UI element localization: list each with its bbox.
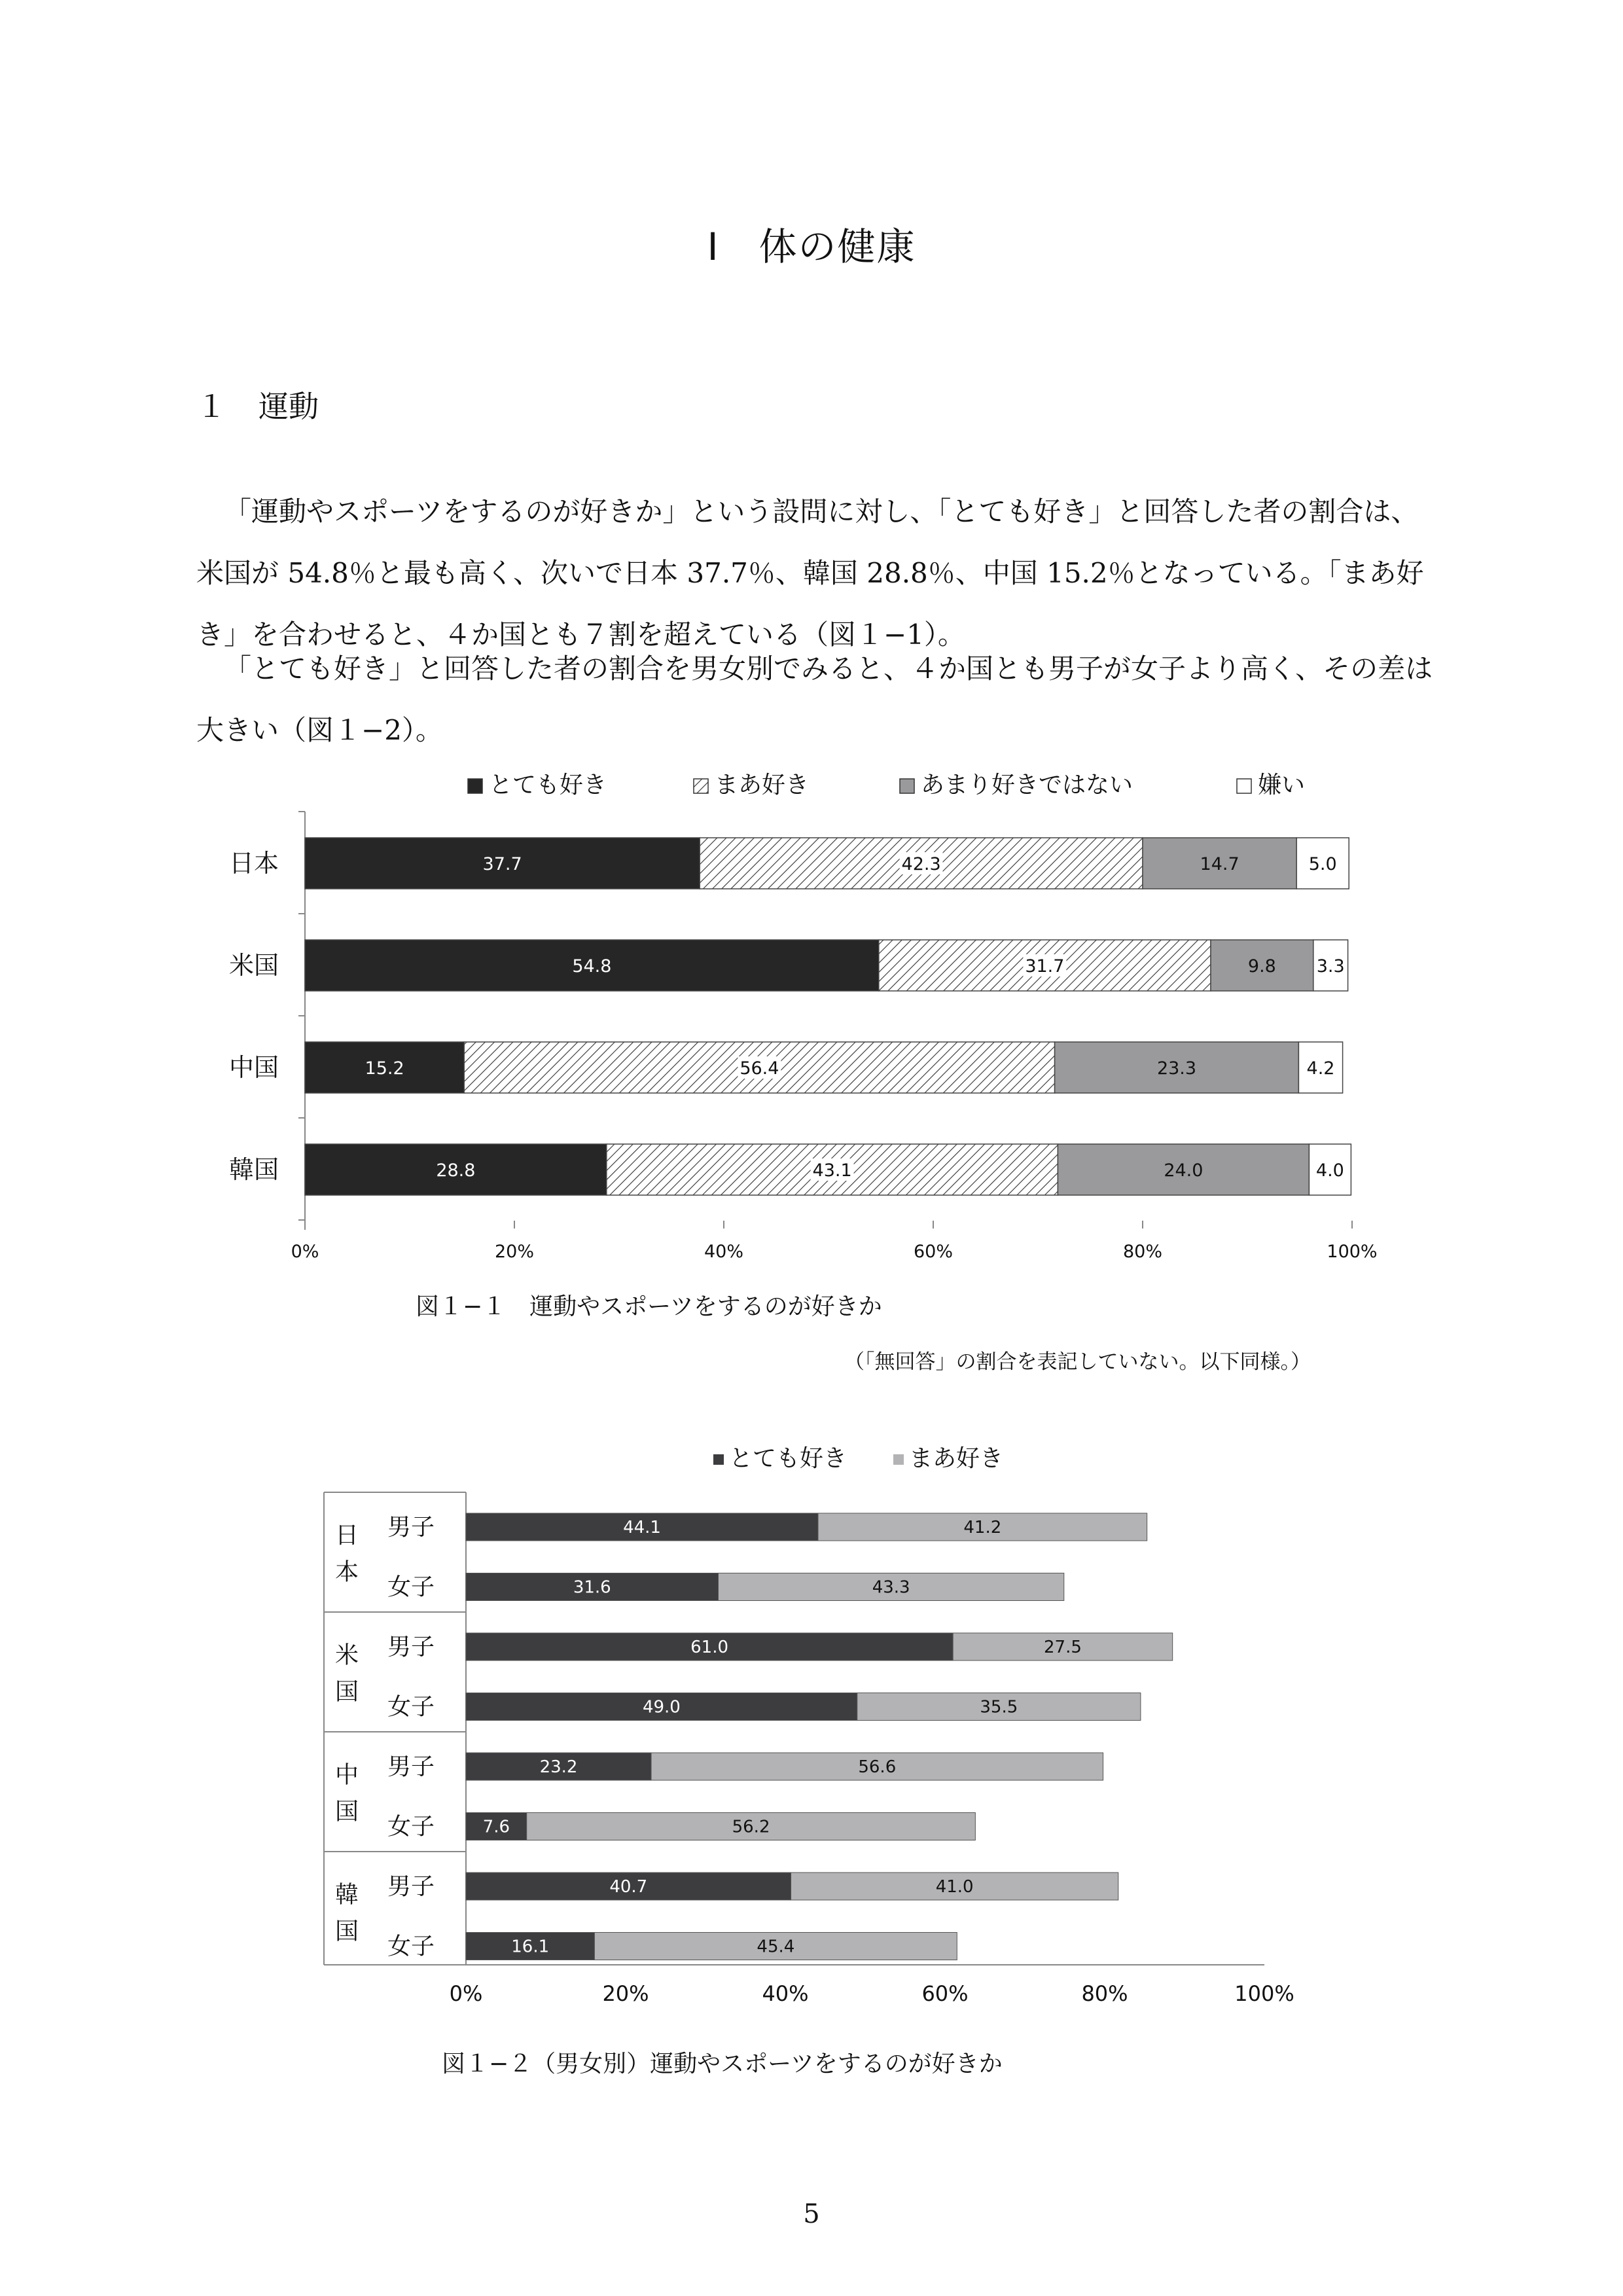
section-title: 運動 [259,389,319,424]
data-label: 43.1 [812,1160,852,1181]
data-label: 35.5 [980,1697,1018,1717]
data-label: 37.7 [482,854,522,874]
legend-swatch-1 [713,1454,724,1465]
x-tick-label: 20% [602,1981,649,2006]
figure-2-chart [314,1440,1361,2029]
data-label: 16.1 [511,1937,550,1957]
data-label: 5.0 [1308,854,1337,874]
data-label: 3.3 [1316,956,1345,977]
data-label: 54.8 [572,956,612,977]
legend-label-1: とても好き [729,1445,847,1472]
data-label: 40.7 [609,1877,648,1897]
data-label: 45.4 [757,1937,795,1957]
body-paragraph-2: 「とても好き」と回答した者の割合を男女別でみると、４か国とも男子が女子より高く、その差は大きい（図１−2）。 [196,653,1433,746]
group-label-char: 国 [334,1798,359,1825]
figure-2-caption: 図１−２（男女別）運動やスポーツをするのが好きか [442,2051,1003,2077]
group-label-char: 日 [334,1522,359,1549]
x-tick-label: 60% [921,1981,969,2006]
legend-swatch-2 [893,1454,904,1465]
group-label-char: 中 [334,1761,359,1789]
body-paragraph-1: 「運動やスポーツをするのが好きか」という設問に対し、「とても好き」と回答した者の割合は、米国が 54.8％と最も高く、次いで日本 37.7％、韓国 28.8％、中国 15.2％となっている。「まあ好き」を合わせると、４か国とも７割を超えている（図１−1）。 [196,495,1424,651]
row-label: 女子 [387,1573,435,1601]
x-tick-label: 80% [1081,1981,1128,2006]
x-tick-label: 60% [913,1242,954,1262]
legend-swatch-2 [694,779,708,793]
data-label: 15.2 [365,1058,404,1079]
group-label-char: 韓 [334,1881,359,1909]
data-label: 31.6 [573,1577,611,1598]
group-label-char: 国 [334,1918,359,1945]
data-label: 28.8 [436,1160,476,1181]
data-label: 27.5 [1044,1638,1082,1657]
data-label: 41.2 [963,1518,1002,1537]
legend-item-2 [694,772,809,798]
legend-swatch-3 [900,779,914,793]
legend-label-4: 嫌い [1258,772,1306,798]
legend-swatch-4 [1237,779,1251,793]
data-label: 56.4 [740,1058,779,1079]
data-label: 41.0 [935,1877,974,1897]
figure-1-note: （「無回答」の割合を表記していない。以下同様。） [844,1350,1311,1374]
legend-item-1 [468,772,607,798]
row-label: 男子 [387,1873,435,1900]
legend-label-2: まあ好き [909,1445,1004,1472]
data-label: 23.3 [1156,1058,1197,1079]
x-tick-label: 20% [494,1242,535,1262]
group-label-char: 本 [334,1558,359,1586]
x-tick-label: 100% [1327,1242,1378,1262]
x-tick-label: 80% [1122,1242,1163,1262]
category-label: 韓国 [228,1155,279,1184]
data-label: 56.6 [858,1757,897,1777]
legend-item-1 [713,1445,847,1472]
row-label: 男子 [387,1753,435,1780]
row-label: 女子 [387,1813,435,1840]
page-number: 5 [803,2199,820,2229]
data-label: 56.2 [732,1817,770,1837]
data-label: 4.2 [1306,1058,1335,1079]
data-label: 4.0 [1315,1160,1344,1181]
section-heading [196,383,319,426]
row-label: 女子 [387,1693,435,1721]
section-number: １ [196,389,226,424]
row-label: 男子 [387,1514,435,1541]
data-label: 31.7 [1025,956,1065,977]
category-label: 米国 [228,951,279,980]
data-label: 44.1 [623,1518,661,1537]
chapter-title: Ⅰ 体の健康 [707,224,916,269]
x-tick-label: 40% [704,1242,744,1262]
legend-item-2 [893,1445,1003,1472]
figure-1-caption: 図１−１ 運動やスポーツをするのが好きか [416,1293,882,1320]
category-label: 中国 [228,1053,279,1082]
data-label: 61.0 [690,1638,729,1657]
x-tick-label: 0% [449,1981,483,2006]
legend-item-4 [1237,772,1305,798]
legend-item-3 [900,772,1133,798]
legend-label-2: まあ好き [715,772,810,798]
data-label: 42.3 [901,854,941,874]
group-label-char: 米 [334,1641,359,1669]
row-label: 女子 [387,1933,435,1960]
data-label: 23.2 [539,1757,578,1777]
group-label-char: 国 [334,1678,359,1706]
data-label: 49.0 [642,1697,681,1717]
legend-swatch-1 [468,779,482,793]
x-tick-label: 0% [291,1242,319,1262]
data-label: 43.3 [872,1577,910,1598]
x-tick-label: 100% [1234,1981,1294,2006]
data-label: 9.8 [1247,956,1276,977]
row-label: 男子 [387,1634,435,1660]
legend-label-3: あまり好きではない [921,772,1133,798]
figure-1-chart [196,766,1440,1276]
legend-label-1: とても好き [489,772,607,798]
data-label: 7.6 [482,1817,510,1837]
x-tick-label: 40% [762,1981,809,2006]
category-label: 日本 [228,849,279,878]
data-label: 24.0 [1164,1160,1204,1181]
data-label: 14.7 [1200,854,1240,874]
